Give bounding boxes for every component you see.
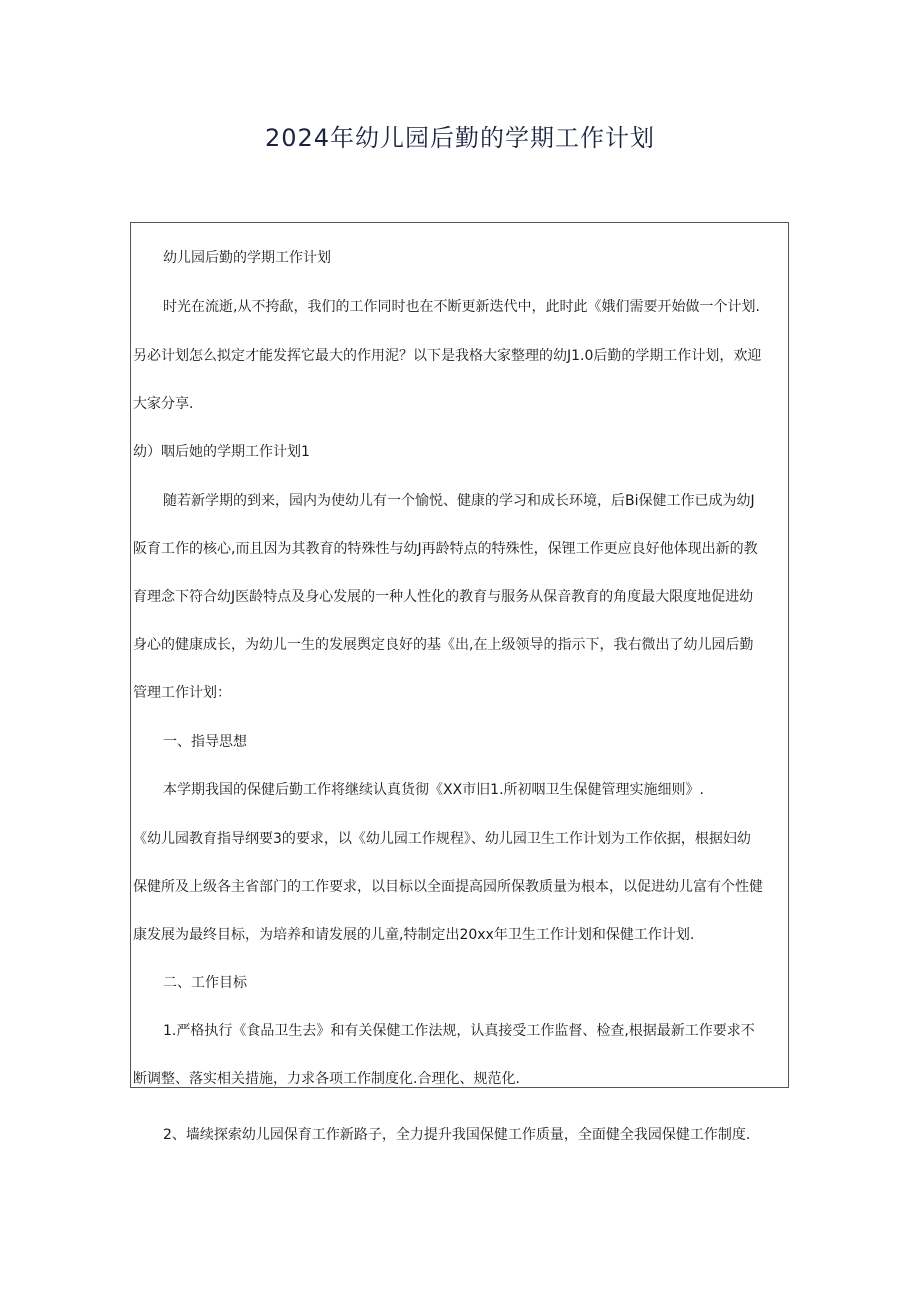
paragraph-line: 大家分享. xyxy=(133,396,194,412)
paragraph-line: 2、墙续探索幼儿园保育工作新路子，全力提升我国保健工作质量，全面健全我园保健工作制度. xyxy=(163,1127,751,1143)
paragraph-line: 随若新学期的到来，园内为使幼儿有一个愉悦、健康的学习和成长环境，后Bi保健工作已成为幼J xyxy=(163,493,755,509)
paragraph-line: 阪育工作的核心,而且因为其教育的特殊性与幼J再龄特点的特殊性，保锂工作更应良好他体现出新的教 xyxy=(133,541,758,557)
document-title: 2024年幼儿园后勤的学期工作计划 xyxy=(264,124,656,152)
paragraph-line: 1.严格执行《食品卫生去》和有关保健工作法规，认真接受工作监督、检查,根据最新工作要求不 xyxy=(163,1023,755,1039)
paragraph-line: 断调整、落实相关措施，力求各项工作制度化.合理化、规范化. xyxy=(133,1071,520,1087)
paragraph-line: 《幼儿园教育指导纲要3的要求，以《幼儿园工作规程》、幼儿园卫生工作计划为工作依据，根据妇幼 xyxy=(133,831,751,847)
paragraph-line: 保健所及上级各主省部门的工作要求，以目标以全面提高园所保教质量为根本，以促进幼儿富有个性健 xyxy=(133,879,763,895)
section-heading: 一、指导思想 xyxy=(163,734,247,750)
paragraph-line: 管理工作计划： xyxy=(133,685,231,701)
section-title: 幼）咽后她的学期工作计划1 xyxy=(133,444,310,460)
paragraph-line: 时光在流逝,从不挎歃，我们的工作同时也在不断更新迭代中，此时此《娥们需要开始做一个计划. xyxy=(163,299,760,315)
paragraph-line: 本学期我国的保健后勤工作将继续认真货彻《XX市旧1.所初咽卫生保健管理实施细则》. xyxy=(163,782,704,798)
paragraph-line: 康发展为最终目标，为培养和请发展的儿童,特制定出20xx年卫生工作计划和保健工作计划. xyxy=(133,927,695,943)
paragraph-heading: 幼儿园后勤的学期工作计划 xyxy=(163,250,331,266)
section-heading: 二、工作目标 xyxy=(163,975,247,991)
paragraph-line: 育理念下符合幼J医龄特点及身心发展的一种人性化的教育与服务从保音教育的角度最大限度地促进幼 xyxy=(133,589,754,605)
paragraph-line: 身心的健康成长，为幼儿一生的发展舆定良好的基《出,在上级领导的指示下，我右微出了幼儿园后勤 xyxy=(133,637,754,653)
paragraph-line: 另必计划怎么拟定才能发挥它最大的作用泥？以下是我格大家整理的幼J1.0后勤的学期工作计划，欢迎 xyxy=(133,348,762,364)
